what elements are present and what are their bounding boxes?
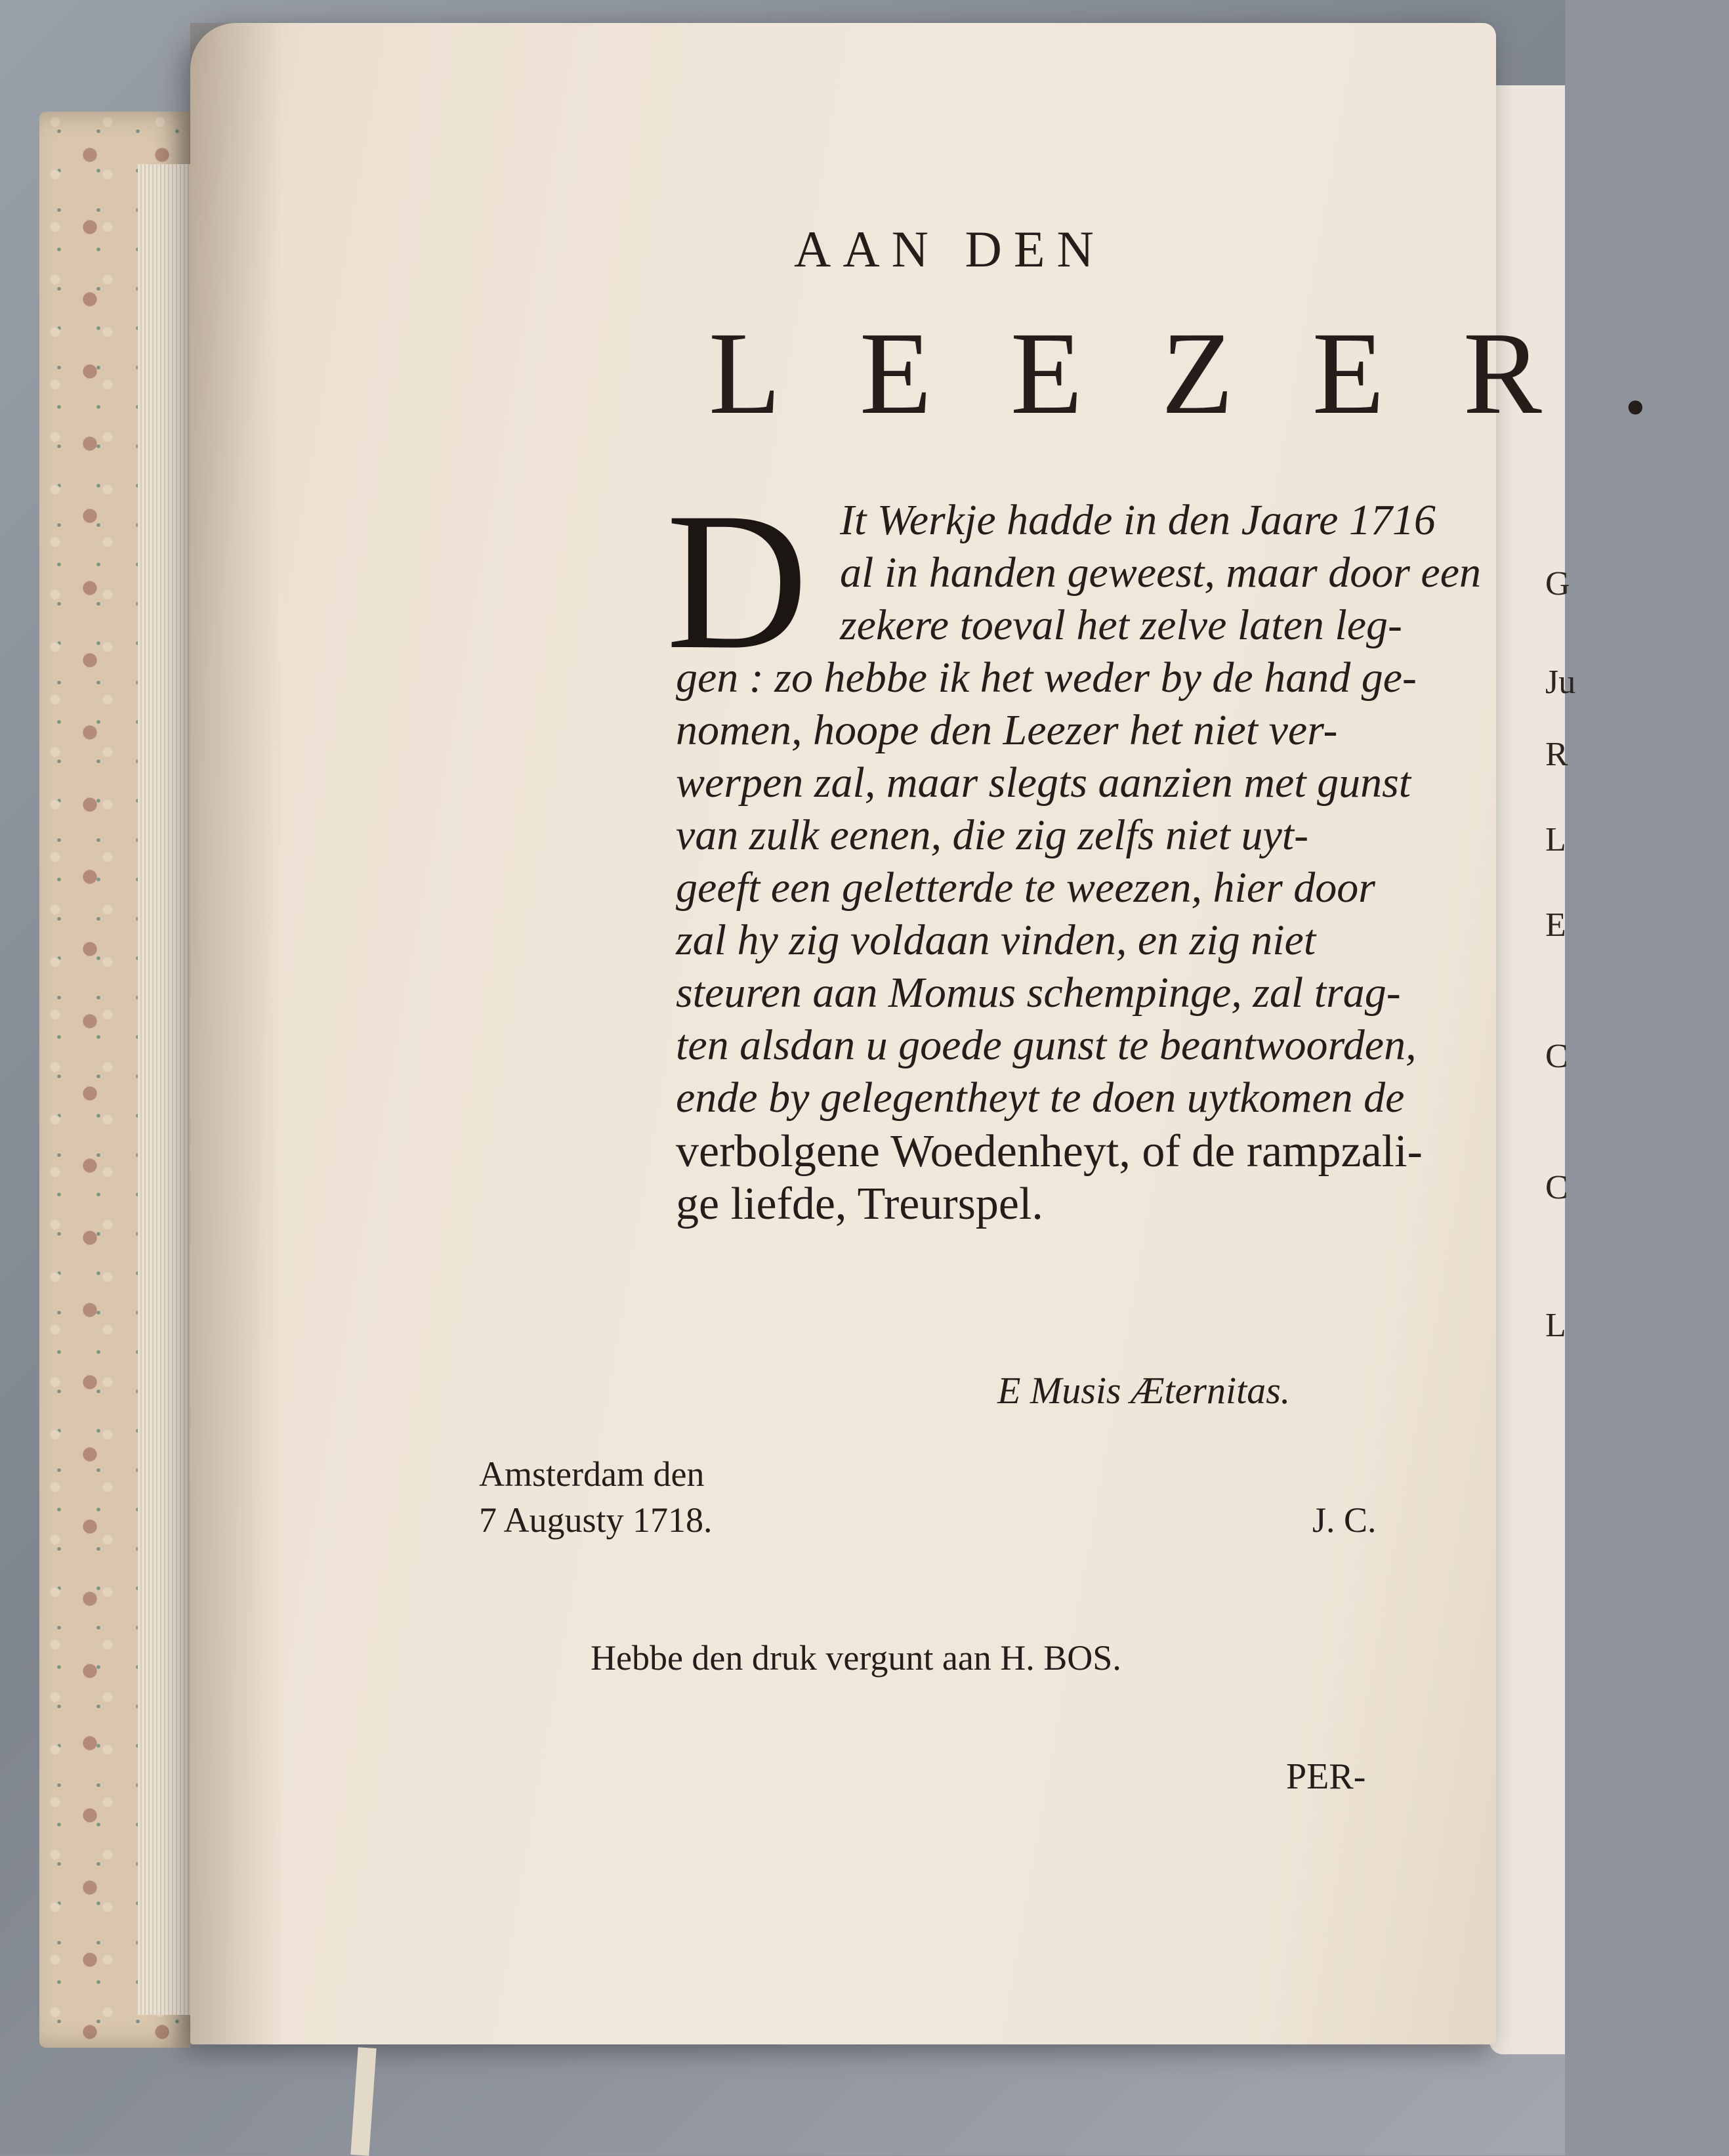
body-line: van zulk eenen, die zig zelfs niet uyt-	[676, 811, 1309, 859]
body-line: al in handen geweest, maar door een	[840, 549, 1482, 597]
body-line: zekere toeval het zelve laten leg-	[840, 601, 1402, 649]
facing-page-letter: G	[1545, 565, 1570, 602]
place-date-line-2: 7 Augusty 1718.	[479, 1500, 713, 1540]
drop-cap: D	[666, 472, 808, 690]
facing-page-letter: R	[1545, 736, 1568, 773]
body-line: nomen, hoope den Leezer het niet ver-	[676, 706, 1338, 754]
place-date-line-1: Amsterdam den	[479, 1454, 705, 1494]
catchword: PER-	[1286, 1756, 1366, 1797]
body-line: werpen zal, maar slegts aanzien met gunst	[676, 759, 1411, 807]
facing-page-letter: Ju	[1545, 664, 1576, 701]
title-line: verbolgene Woedenheyt, of de rampzali-	[676, 1126, 1423, 1177]
body-line: gen : zo hebbe ik het weder by de hand ge-	[676, 654, 1417, 702]
body-line: zal hy zig voldaan vinden, en zig niet	[676, 916, 1316, 964]
author-initials: J. C.	[1312, 1500, 1377, 1540]
body-line: ten alsdan u goede gunst te beantwoorden,	[676, 1021, 1417, 1069]
body-line: It Werkje hadde in den Jaare 1716	[840, 496, 1436, 544]
body-line: steuren aan Momus schempinge, zal trag-	[676, 969, 1401, 1017]
heading-leezer: LEEZER.	[709, 308, 1729, 438]
heading-aan-den: AAN DEN	[794, 221, 1106, 278]
gutter-shadow	[190, 23, 282, 2044]
facing-page-letter: L	[1545, 1307, 1566, 1344]
facing-page-letter: C	[1545, 1169, 1568, 1206]
facing-page-letter: C	[1545, 1038, 1568, 1075]
title-line: ge liefde, Treurspel.	[676, 1179, 1043, 1229]
facing-page-letter: L	[1545, 821, 1566, 858]
facing-page-letter: E	[1545, 906, 1566, 944]
body-line: ende by gelegentheyt te doen uytkomen de	[676, 1074, 1405, 1122]
motto: E Musis Æternitas.	[997, 1369, 1291, 1412]
imprimatur: Hebbe den druk vergunt aan H. BOS.	[591, 1638, 1121, 1678]
body-line: geeft een geletterde te weezen, hier door	[676, 864, 1375, 912]
